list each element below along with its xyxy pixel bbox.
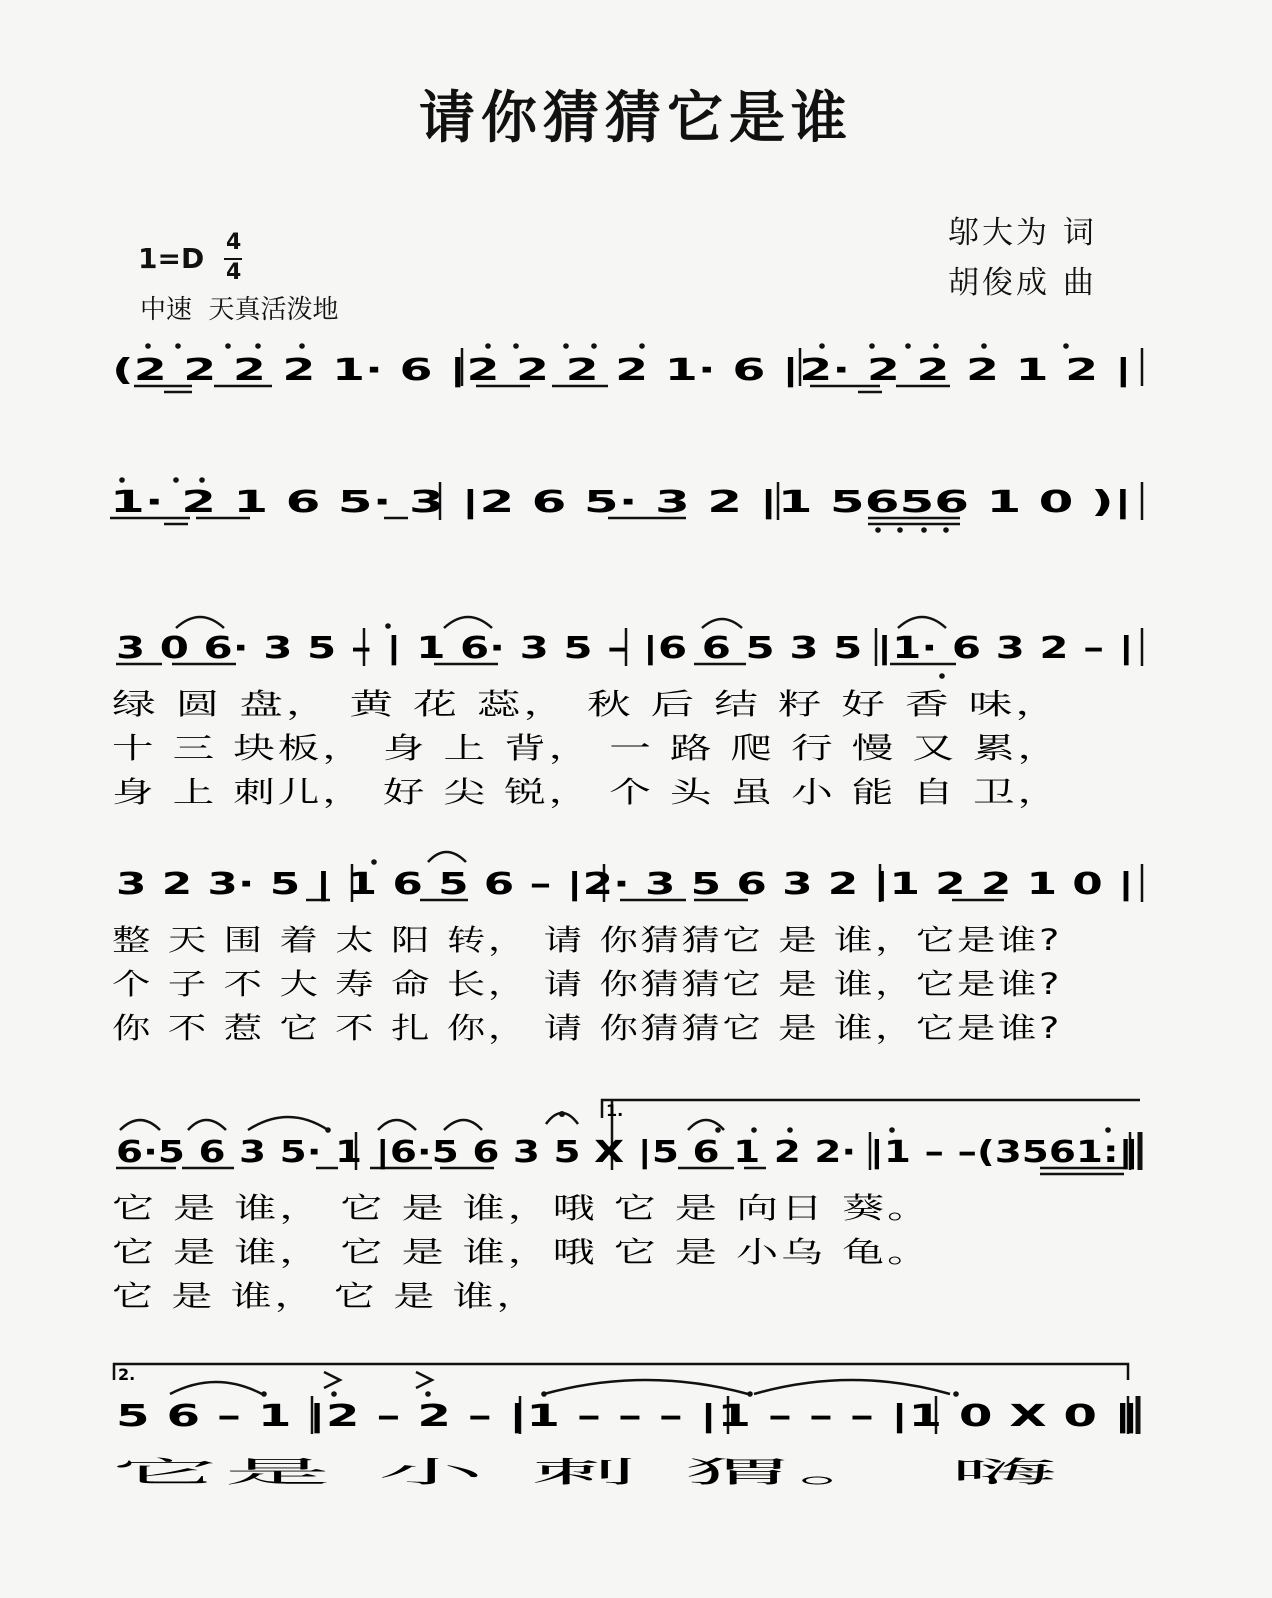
notation-row-3: 3 0 6· 3 5 – | 1 6· 3 5 – |6 6 5 3 5 |1· 6 3 2 – | — [116, 631, 1134, 666]
lyrics-row-6: 它是 小 刺 猬。 嗨 — [112, 1455, 1064, 1489]
lyrics-row-4-verse-3: 你 不 惹 它 不 扎 你， 请 你猜猜它 是 谁，它是谁? — [112, 1011, 1062, 1045]
lyrics-row-5-verse-1: 它 是 谁， 它 是 谁，哦 它 是 向日 葵。 — [112, 1191, 932, 1225]
key-signature: 1=D — [138, 242, 205, 275]
notation-row-6: 5 6 – 1 |2 – 2 – |1 – – – |1 – – – |1 0 X 0 ‖ — [116, 1399, 1138, 1434]
notation-row-2: 1· 2 1 6 5· 3 |2 6 5· 3 2 |1 5656 1 0 )| — [110, 485, 1132, 520]
lyrics-row-3-verse-3: 身 上 刺儿， 好 尖 锐， 个 头 虽 小 能 自 卫， — [112, 775, 1062, 809]
lyrics-row-5-verse-2: 它 是 谁， 它 是 谁，哦 它 是 小乌 龟。 — [112, 1235, 932, 1269]
time-signature-top: 4 — [226, 230, 242, 255]
lyrics-row-3-verse-1: 绿 圆 盘， 黄 花 蕊， 秋 后 结 籽 好 香 味， — [112, 687, 1062, 721]
lyrics-row-4-verse-2: 个 子 不 大 寿 命 长， 请 你猜猜它 是 谁，它是谁? — [112, 967, 1062, 1001]
notation-row-4: 3 2 3· 5 | 1 6 5 6 – |2· 3 5 6 3 2 |1 2 2 1 0 | — [116, 867, 1134, 902]
lyrics-row-4-verse-1: 整 天 围 着 太 阳 转， 请 你猜猜它 是 谁，它是谁? — [112, 923, 1062, 957]
composer-credit: 胡俊成 曲 — [948, 265, 1097, 301]
notation-row-5: 6·5 6 3 5· 1 |6·5 6 3 5 X |5 6 1 2 2· |1 – –(3561:‖ — [116, 1135, 1138, 1170]
lyrics-row-5-verse-3: 它 是 谁， 它 是 谁， — [112, 1279, 540, 1313]
volta-2-label: 2. — [118, 1365, 136, 1384]
notation-row-1: (2 2 2 2 1· 6 |2 2 2 2 1· 6 |2· 2 2 2 1 2 | — [112, 353, 1132, 388]
lyrics-row-3-verse-2: 十 三 块板， 身 上 背， 一 路 爬 行 慢 又 累， — [112, 731, 1062, 765]
tempo-marking: 中速 天真活泼地 — [140, 295, 339, 325]
song-title: 请你猜猜它是谁 — [419, 85, 853, 151]
lyricist-credit: 邬大为 词 — [948, 215, 1097, 251]
time-signature-bottom: 4 — [226, 260, 242, 285]
volta-1-label: 1. — [606, 1101, 624, 1120]
